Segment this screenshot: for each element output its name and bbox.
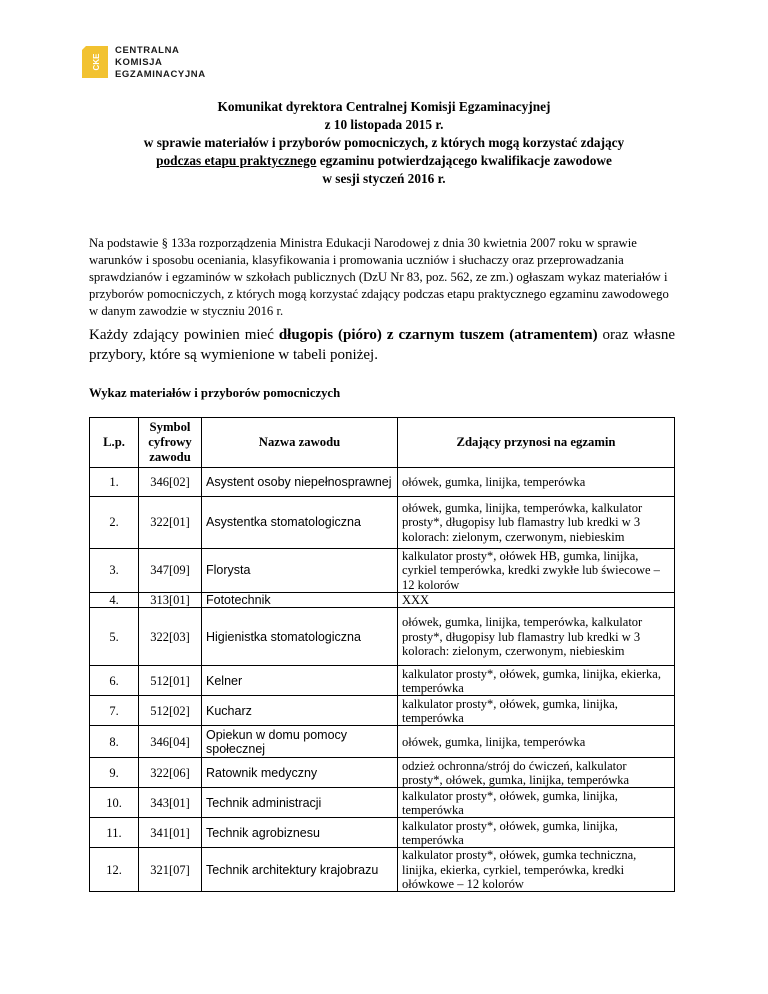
cell-name: Florysta xyxy=(202,549,398,593)
cell-symbol: 321[07] xyxy=(139,848,202,892)
document-title xyxy=(60,98,708,188)
logo-line-3: EGZAMINACYJNA xyxy=(115,69,206,80)
cell-lp: 9. xyxy=(90,758,139,788)
cell-symbol: 322[03] xyxy=(139,608,202,666)
cell-symbol: 346[02] xyxy=(139,468,202,497)
cell-items: ołówek, gumka, linijka, temperówka xyxy=(398,726,675,758)
table-row xyxy=(90,726,675,758)
cell-symbol: 512[02] xyxy=(139,696,202,726)
cell-symbol: 512[01] xyxy=(139,666,202,696)
table-row xyxy=(90,788,675,818)
cell-symbol: 322[01] xyxy=(139,497,202,549)
lead-bold: długopis (pióro) z czarnym tuszem (atramentem) xyxy=(278,327,598,343)
cell-lp: 4. xyxy=(90,593,139,608)
table-row xyxy=(90,848,675,892)
cell-items: kalkulator prosty*, ołówek, gumka, linijka, temperówka xyxy=(398,696,675,726)
cell-symbol: 347[09] xyxy=(139,549,202,593)
cell-name: Opiekun w domu pomocy społecznej xyxy=(202,726,398,758)
cell-name: Technik agrobiznesu xyxy=(202,818,398,848)
table-row xyxy=(90,818,675,848)
title-line-4-rest: egzaminu potwierdzającego kwalifikacje zawodowe xyxy=(316,153,612,168)
header-name: Nazwa zawodu xyxy=(202,418,398,468)
header-lp: L.p. xyxy=(90,418,139,468)
header-symbol: Symbol cyfrowy zawodu xyxy=(139,418,202,468)
title-line-5: w sesji styczeń 2016 r. xyxy=(322,171,446,186)
cell-name: Asystentka stomatologiczna xyxy=(202,497,398,549)
cell-items: kalkulator prosty*, ołówek, gumka, linijka, ekierka, temperówka xyxy=(398,666,675,696)
logo-text xyxy=(115,45,206,81)
cell-items: odzież ochronna/strój do ćwiczeń, kalkulator prosty*, ołówek, gumka, linijka, temperówka xyxy=(398,758,675,788)
cell-name: Kelner xyxy=(202,666,398,696)
cell-lp: 5. xyxy=(90,608,139,666)
cell-items: ołówek, gumka, linijka, temperówka, kalkulator prosty*, długopisy lub flamastry lub kredki w 3 kolorach: zielonym, czerwonym, niebieskim xyxy=(398,608,675,666)
cell-name: Asystent osoby niepełnosprawnej xyxy=(202,468,398,497)
title-line-4 xyxy=(60,152,708,170)
logo-mark-text: CKE xyxy=(92,53,101,71)
table-row xyxy=(90,468,675,497)
cell-lp: 12. xyxy=(90,848,139,892)
title-line-3: w sprawie materiałów i przyborów pomocniczych, z których mogą korzystać zdający xyxy=(143,135,625,150)
cell-items: kalkulator prosty*, ołówek, gumka techniczna, linijka, ekierka, cyrkiel, temperówka, kredki ołówkowe – 12 kolorów xyxy=(398,848,675,892)
cell-name: Kucharz xyxy=(202,696,398,726)
cell-name: Fototechnik xyxy=(202,593,398,608)
lead-part-1: Każdy zdający powinien mieć xyxy=(89,327,279,343)
cell-name: Technik administracji xyxy=(202,788,398,818)
table-header-row xyxy=(90,418,675,468)
cell-lp: 8. xyxy=(90,726,139,758)
cell-items: ołówek, gumka, linijka, temperówka xyxy=(398,468,675,497)
title-line-2: z 10 listopada 2015 r. xyxy=(324,117,444,132)
header-items: Zdający przynosi na egzamin xyxy=(398,418,675,468)
cell-lp: 2. xyxy=(90,497,139,549)
cell-items: kalkulator prosty*, ołówek, gumka, linijka, temperówka xyxy=(398,788,675,818)
logo-line-1: CENTRALNA xyxy=(115,45,180,56)
cell-symbol: 343[01] xyxy=(139,788,202,818)
table-caption: Wykaz materiałów i przyborów pomocniczych xyxy=(89,386,341,400)
cke-logo-mark-icon xyxy=(82,46,108,78)
cell-name: Higienistka stomatologiczna xyxy=(202,608,398,666)
table-row xyxy=(90,666,675,696)
logo-line-2: KOMISJA xyxy=(115,57,163,68)
table-row xyxy=(90,696,675,726)
cell-symbol: 341[01] xyxy=(139,818,202,848)
cell-symbol: 313[01] xyxy=(139,593,202,608)
lead-paragraph xyxy=(89,325,675,365)
cell-items: kalkulator prosty*, ołówek HB, gumka, linijka, cyrkiel temperówka, kredki zwykłe lub świecowe – 12 kolorów xyxy=(398,549,675,593)
cell-items: XXX xyxy=(398,593,675,608)
cell-items: kalkulator prosty*, ołówek, gumka, linijka, temperówka xyxy=(398,818,675,848)
table-row xyxy=(90,549,675,593)
materials-table xyxy=(89,417,675,892)
table-row xyxy=(90,608,675,666)
intro-paragraph: Na podstawie § 133a rozporządzenia Ministra Edukacji Narodowej z dnia 30 kwietnia 2007 roku w sprawie warunków i sposobu oceniania, klasyfikowania i promowania uczniów i słuchaczy oraz przeprowadzania sprawdzianów i egzaminów w szkołach publicznych (DzU Nr 83, poz. 562, ze zm.) ogłaszam wykaz materiałów i przyborów pomocniczych, z których mogą korzystać zdający podczas etapu praktycznego egzaminu zawodowego w danym zawodzie w styczniu 2016 r. xyxy=(89,236,669,318)
title-underlined-phrase: podczas etapu praktycznego xyxy=(156,153,317,168)
cell-symbol: 322[06] xyxy=(139,758,202,788)
cell-name: Ratownik medyczny xyxy=(202,758,398,788)
table-row xyxy=(90,758,675,788)
cell-lp: 3. xyxy=(90,549,139,593)
table-row xyxy=(90,497,675,549)
lead-part-2: oraz własne przybory, które są wymienione w tabeli poniżej. xyxy=(89,327,676,363)
cell-symbol: 346[04] xyxy=(139,726,202,758)
cell-lp: 6. xyxy=(90,666,139,696)
cell-lp: 7. xyxy=(90,696,139,726)
cell-items: ołówek, gumka, linijka, temperówka, kalkulator prosty*, długopisy lub flamastry lub kredki w 3 kolorach: zielonym, czerwonym, niebieskim xyxy=(398,497,675,549)
cell-lp: 10. xyxy=(90,788,139,818)
table-row xyxy=(90,593,675,608)
cell-lp: 11. xyxy=(90,818,139,848)
cke-logo xyxy=(82,44,262,84)
title-line-1: Komunikat dyrektora Centralnej Komisji Egzaminacyjnej xyxy=(217,99,551,114)
cell-lp: 1. xyxy=(90,468,139,497)
cell-name: Technik architektury krajobrazu xyxy=(202,848,398,892)
